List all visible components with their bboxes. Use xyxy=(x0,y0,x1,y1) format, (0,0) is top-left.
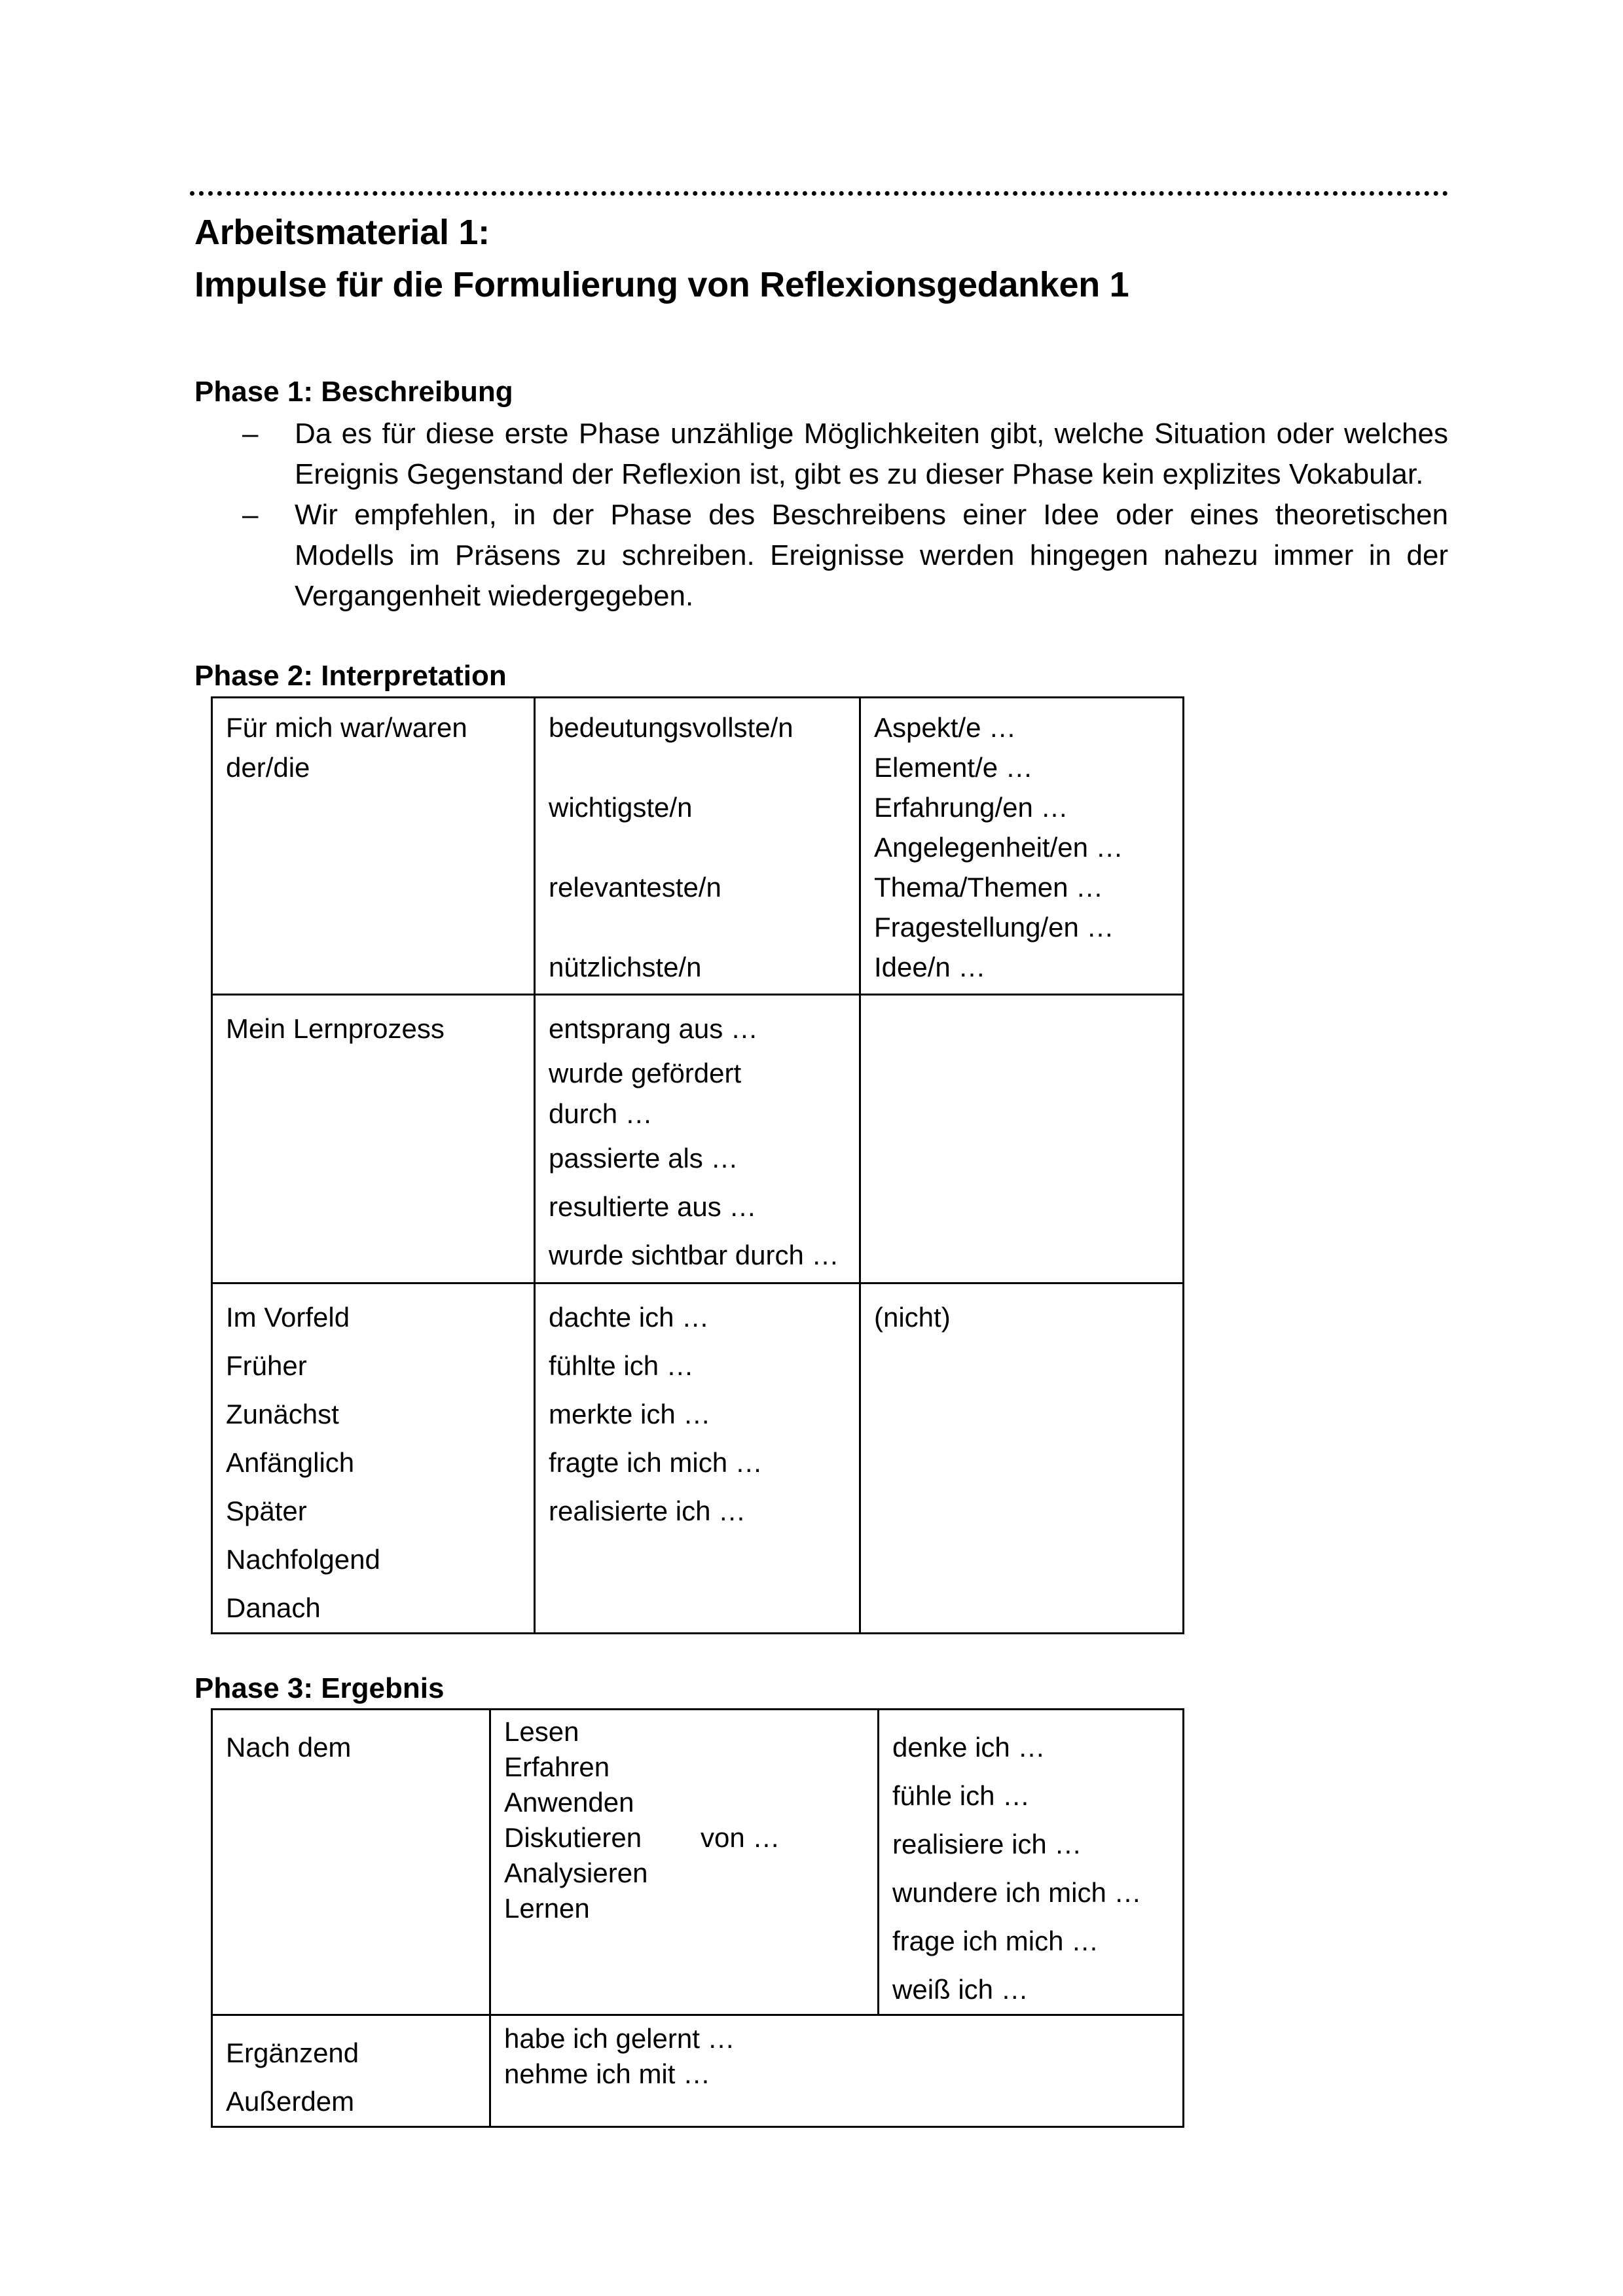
cell-text: Idee/n … xyxy=(874,952,986,982)
cell-text-suffix: von … xyxy=(701,1822,780,1853)
cell-text: weiß ich … xyxy=(892,1974,1029,2005)
cell-text: Außerdem xyxy=(226,2086,355,2117)
cell-text: frage ich mich … xyxy=(892,1926,1099,1956)
cell-text: fragte ich mich … xyxy=(549,1447,763,1478)
phase3-heading: Phase 3: Ergebnis xyxy=(194,1672,445,1704)
table-cell xyxy=(212,1710,490,2015)
dash-bullet-icon: – xyxy=(242,499,259,531)
cell-text: wundere ich mich … xyxy=(892,1877,1142,1908)
phase1-heading: Phase 1: Beschreibung xyxy=(194,376,513,408)
phase2-table xyxy=(211,696,1184,1634)
cell-text: Thema/Themen … xyxy=(874,872,1104,903)
cell-text: merkte ich … xyxy=(549,1399,711,1429)
cell-text: der/die xyxy=(226,752,310,783)
bullet-text: Da es für diese erste Phase unzählige Möglichkeiten gibt, welche Situation oder welches Ereignis Gegenstand der Reflexion ist, gibt es zu dieser Phase kein explizites Vokabular. xyxy=(295,418,1448,490)
table-cell xyxy=(535,698,860,995)
cell-text: Im Vorfeld xyxy=(226,1302,350,1333)
cell-text: Früher xyxy=(226,1350,307,1381)
document-title: Arbeitsmaterial 1: xyxy=(194,213,490,252)
table-cell xyxy=(879,1710,1184,2015)
bullet-item xyxy=(242,495,1448,617)
table-cell xyxy=(535,1283,860,1634)
cell-text: Angelegenheit/en … xyxy=(874,832,1123,863)
table-cell xyxy=(490,2015,1184,2127)
cell-text: Mein Lernprozess xyxy=(226,1013,445,1044)
table-cell xyxy=(490,1710,879,2015)
cell-text: Aspekt/e … xyxy=(874,712,1017,743)
cell-text: bedeutungsvollste/n xyxy=(549,712,793,743)
phase3-table xyxy=(211,1708,1184,2128)
table-cell xyxy=(212,698,535,995)
table-row xyxy=(212,1283,1184,1634)
cell-text: nützlichste/n xyxy=(549,952,702,982)
document-subtitle: Impulse für die Formulierung von Reflexionsgedanken 1 xyxy=(194,265,1129,304)
cell-text: Für mich war/waren xyxy=(226,712,467,743)
cell-text: Anwenden xyxy=(504,1787,634,1818)
cell-text: Erfahren xyxy=(504,1751,610,1782)
table-cell xyxy=(212,995,535,1283)
table-row xyxy=(212,698,1184,995)
cell-text: Erfahrung/en … xyxy=(874,792,1068,823)
cell-text: realisierte ich … xyxy=(549,1496,746,1526)
table-cell xyxy=(212,2015,490,2127)
dash-bullet-icon: – xyxy=(242,418,259,450)
cell-text: Lesen xyxy=(504,1716,579,1747)
bullet-item xyxy=(242,414,1448,495)
cell-text: wurde gefördert xyxy=(549,1058,742,1088)
table-row xyxy=(212,1710,1184,2015)
cell-text: wurde sichtbar durch … xyxy=(549,1240,839,1270)
table-cell-empty xyxy=(860,995,1184,1283)
cell-text: Ergänzend xyxy=(226,2037,359,2068)
table-cell xyxy=(535,995,860,1283)
table-row xyxy=(212,2015,1184,2127)
spacer xyxy=(549,827,846,867)
cell-text: Anfänglich xyxy=(226,1447,355,1478)
cell-text: Analysieren xyxy=(504,1857,648,1888)
dotted-separator xyxy=(190,191,1448,196)
table-cell xyxy=(860,1283,1184,1634)
cell-text: relevanteste/n xyxy=(549,872,721,903)
cell-text: Nach dem xyxy=(226,1732,352,1763)
phase1-bullet-list xyxy=(242,414,1448,617)
cell-text: Später xyxy=(226,1496,307,1526)
bullet-text: Wir empfehlen, in der Phase des Beschreibens einer Idee oder eines theoretischen Modells im Präsens zu schreiben. Ereignisse werden hingegen nahezu immer in der Vergangenheit wiedergegeben. xyxy=(295,499,1448,612)
cell-text: Diskutieren xyxy=(504,1822,642,1853)
cell-text: habe ich gelernt … xyxy=(504,2023,735,2054)
cell-text: Nachfolgend xyxy=(226,1544,380,1575)
cell-text: realisiere ich … xyxy=(892,1829,1082,1859)
spacer xyxy=(549,747,846,787)
cell-text: Element/e … xyxy=(874,752,1033,783)
table-row xyxy=(212,995,1184,1283)
cell-text: nehme ich mit … xyxy=(504,2058,711,2089)
cell-text: Zunächst xyxy=(226,1399,339,1429)
cell-text: fühle ich … xyxy=(892,1780,1030,1811)
cell-text: Danach xyxy=(226,1592,321,1623)
cell-text: denke ich … xyxy=(892,1732,1046,1763)
table-cell xyxy=(212,1283,535,1634)
cell-text: resultierte aus … xyxy=(549,1191,757,1222)
cell-text: Lernen xyxy=(504,1893,590,1924)
table-cell xyxy=(860,698,1184,995)
spacer xyxy=(549,907,846,947)
cell-text: (nicht) xyxy=(874,1302,951,1333)
phase2-heading: Phase 2: Interpretation xyxy=(194,660,507,692)
cell-text: fühlte ich … xyxy=(549,1350,694,1381)
cell-text: passierte als … xyxy=(549,1143,739,1174)
cell-text: entsprang aus … xyxy=(549,1013,758,1044)
cell-text: dachte ich … xyxy=(549,1302,710,1333)
cell-text: wichtigste/n xyxy=(549,792,693,823)
cell-text: Fragestellung/en … xyxy=(874,912,1114,942)
cell-text: durch … xyxy=(549,1098,653,1129)
